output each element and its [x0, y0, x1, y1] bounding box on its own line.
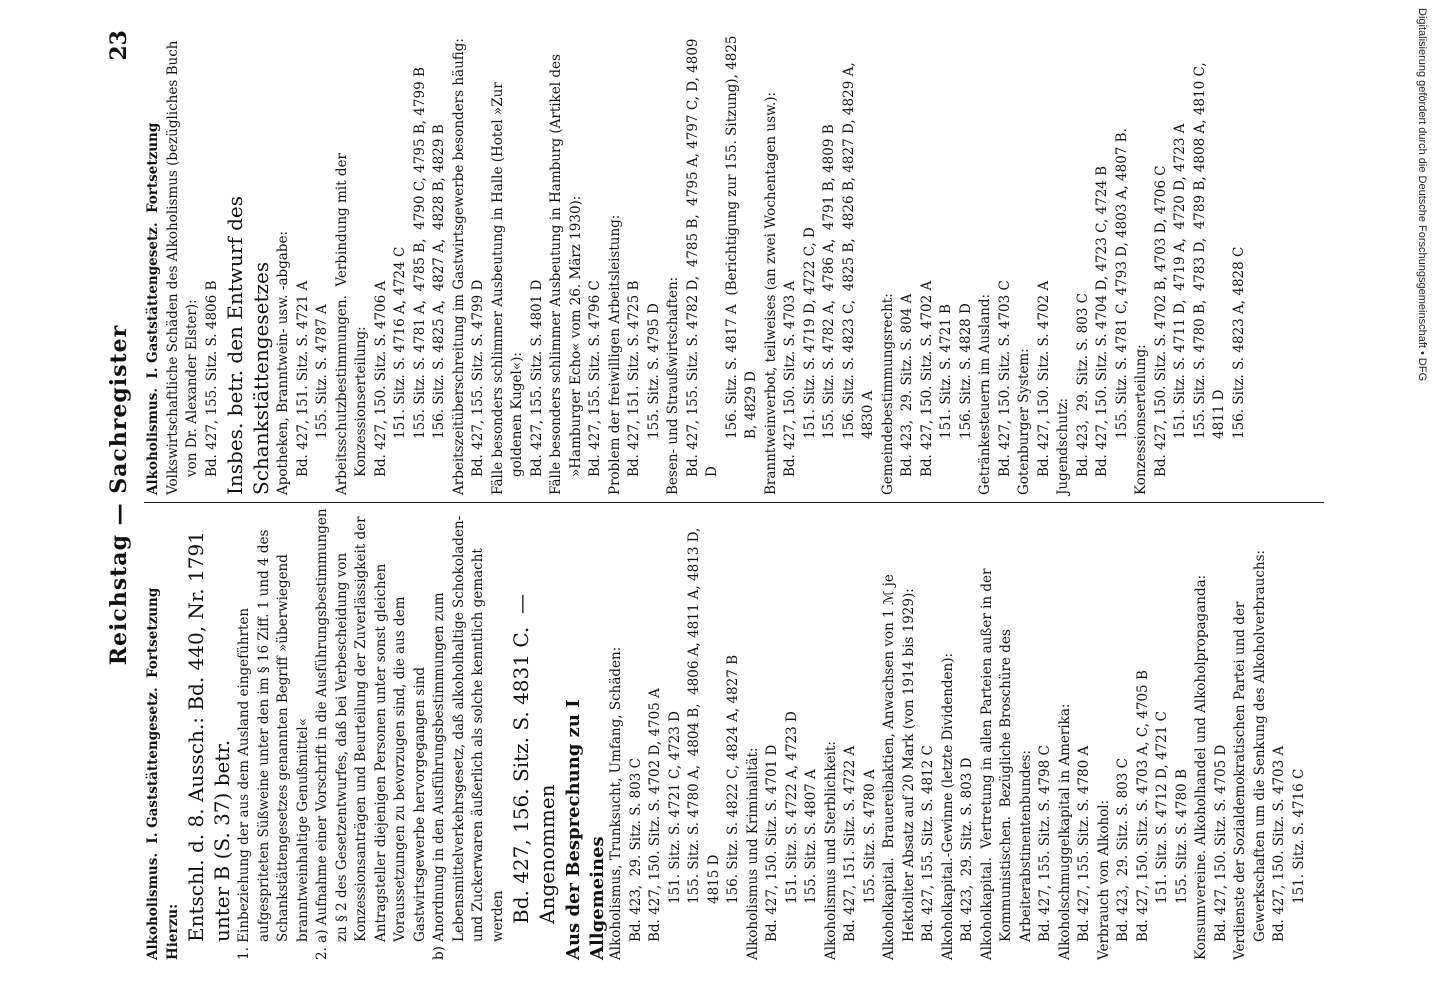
index-entry: Bd. 427, 151. Sitz. S. 4722 A [842, 745, 858, 942]
index-entry: 155. Sitz. S. 4782 A, 4786 A, 4791 B, 4809 B [821, 124, 837, 439]
index-entry: Bd. 427, 155. Sitz. S. 4798 C [1037, 745, 1053, 942]
index-entry: Verbrauch von Alkohol: [1095, 799, 1112, 960]
index-entry: 156. Sitz. S. 4825 A, 4827 A, 4828 B, 4829 B [431, 124, 447, 439]
index-entry: Bd. 423, 29. Sitz. S. 803 C [1074, 293, 1091, 477]
index-entry: 151. Sitz. S. 4721 C, 4723 D [666, 711, 683, 904]
index-entry: Bd. 427, 150. Sitz. S. 4703 A, C, 4705 B [1134, 670, 1151, 942]
index-entry: Alkoholismus und Sterblichkeit: [822, 741, 839, 960]
index-entry: Bd. 427, 155. Sitz. S. 4812 C [920, 745, 936, 942]
left-column [144, 505, 1309, 960]
index-entry: 156. Sitz. S. 4822 C, 4824 A, 4827 B [725, 654, 741, 904]
index-entry: Alkoholkapital. Brauereibaktien, Anwachsen von 1 ℳ je Hektoliter Absatz auf 20 Mark (von 1914 bis 1929): [881, 569, 917, 960]
index-entry: Bd. 427, 150. Sitz. S. 4706 A [372, 280, 389, 477]
index-entry: Bd. 427, 150. Sitz. S. 4703 A [782, 280, 798, 477]
index-entry: 156. Sitz. S. 4823 C, 4825 B, 4826 B, 4827 D, 4829 A, 4830 A [840, 58, 876, 439]
index-entry: Alkoholkapital.-Gewinne (letzte Dividenden): [939, 652, 956, 960]
index-entry: Bd. 427, 155. Sitz. S. 4796 C [587, 280, 603, 477]
index-entry: Bd. 427, 155. Sitz. S. 4780 A [1076, 745, 1092, 942]
running-head [100, 30, 140, 960]
index-entry: 155. Sitz. S. 4781 C, 4793 D, 4803 A, 4807 B. [1113, 128, 1130, 439]
index-entry: Fälle besonders schlimmer Ausbeutung in Halle (Hotel »Zur goldenen Kugel«): [489, 77, 525, 495]
index-entry: Bd. 427, 155. Sitz. S. 4806 B [203, 280, 220, 477]
index-entry: Bd. 427, 151. Sitz. S. 4725 B [626, 280, 642, 477]
index-entry: Alkoholkapital. Vertretung in allen Parteien außer in der Kommunistischen. Bezügliche Broschüre des Arbeiterabstinentenbundes: [978, 564, 1034, 960]
digitization-credit-text: Digitalisierung gefördert durch die Deutsche Forschungsgemeinschaft • DFG [1416, 8, 1428, 382]
index-entry: 155. Sitz. S. 4781 A, 4785 B, 4790 C, 4795 B, 4799 B [411, 67, 428, 439]
index-entry: Arbeitsschutzbestimmungen. Verbindung mit der Konzessionserteilung: [333, 148, 369, 495]
index-entry: 151. Sitz. S. 4716 A, 4724 C [392, 246, 408, 439]
index-entry: 156. Sitz. S. 4823 A, 4828 C [1230, 246, 1247, 439]
index-entry: Branntweinverbot, teilweises (an zwei Wochentagen usw.): [762, 91, 779, 495]
index-entry: 151. Sitz. S. 4711 D, 4719 A, 4720 D, 4723 A [1172, 123, 1188, 439]
index-entry: Bd. 427, 150. Sitz. S. 4702 D, 4705 A [647, 688, 663, 942]
index-entry: Alkoholismus und Kriminalität: [744, 747, 761, 960]
index-entry: Alkoholismus, Trunksucht, Umfang, Schäden: [608, 646, 624, 960]
index-entry: Insbes. betr. den Entwurf des Schankstättengesetzes [223, 189, 273, 495]
index-entry: 1. Einbeziehung der aus dem Ausland eingeführten aufgespriteten Süßweine unter den im § 16 Ziff. 1 und 4 des Schankstättengesetzes genannten Begriff »überwiegend branntweinhaltige Genußmittel« [236, 525, 311, 960]
index-entry: Bd. 423, 29. Sitz. S. 803 C [1115, 758, 1131, 942]
index-entry: 155. Sitz. S. 4780 A, 4804 B, 4806 A, 4811 A, 4813 D, 4815 D [686, 523, 722, 904]
index-entry: Gotenburger System: [1016, 348, 1032, 495]
index-entry: 151. Sitz. S. 4712 D, 4721 C [1154, 711, 1170, 904]
index-entry: Volkswirtschaftliche Schäden des Alkoholismus (bezügliches Buch von Dr. Alexander Elster): [164, 36, 200, 495]
index-entry: Bd. 427, 150. Sitz. S. 4705 D [1212, 744, 1229, 942]
index-entry: Bd. 427, 150. Sitz. S. 4702 B, 4703 D, 4706 C [1152, 165, 1169, 477]
index-entry: b) Anordnung in den Ausführungsbestimmungen zum Lebensmittelverkehrsgesetz, daß alkoholhaltige Schokoladen- und Zuckerwaren äußerlich als solche kenntlich gemacht werden [431, 511, 506, 960]
index-entry: 156. Sitz. S. 4817 A (Berichtigung zur 155. Sitzung), 4825 B, 4829 D [723, 31, 759, 439]
index-entry: Bd. 423, 29. Sitz. S. 804 A [899, 293, 915, 477]
running-head-title: Reichstag — Sachregister [106, 324, 132, 666]
index-entry: 155. Sitz. S. 4807 A [803, 769, 819, 904]
index-entry: Problem der freiwilligen Arbeitsleistung: [606, 214, 623, 495]
index-entry: Bd. 427, 150. Sitz. S. 4703 C [996, 280, 1013, 477]
index-entry: Alkoholschmuggelkapital in Amerika: [1056, 703, 1073, 960]
index-entry: Allgemeines [586, 836, 608, 960]
index-entry: Hierzu: [164, 903, 181, 960]
index-entry: Getränkesteuern im Ausland: [977, 293, 993, 495]
index-entry: Bd. 427, 150. Sitz. S. 4703 A [1271, 745, 1287, 942]
index-entry: Bd. 423, 29. Sitz. S. 803 C [627, 758, 644, 942]
index-entry: Aus der Besprechung zu I [563, 699, 584, 960]
index-entry: Bd. 427, 150. Sitz. S. 4704 D, 4723 C, 4724 B [1094, 165, 1110, 477]
index-entry: Verdienste der Sozialdemokratischen Partei und der Gewerkschaften um die Senkung des Alkoholverbrauchs: [1232, 549, 1268, 960]
index-entry: 2. a) Aufnahme einer Vorschrift in die Ausführungsbestimmungen zu § 2 des Gesetzentwurfes, daß bei Verbescheidung von Konzessionsanträgen und Beurteilung der Zuverlässigkeit der Antragsteller diejenigen Personen unter sonst gleichen Voraussetzungen zu bevorzugen sind, die aus dem Gastwirtsgewerbe hervorgegangen sind [314, 504, 428, 960]
index-entry: Alkoholismus. I. Gaststättengesetz. Fortsetzung [145, 587, 161, 960]
index-entry: Apotheken, Branntwein- usw. -abgabe: [275, 230, 291, 495]
right-column [144, 25, 1249, 495]
index-entry: Arbeitszeitüberschreitung im Gastwirtsgewerbe besonders häufig: [450, 38, 467, 495]
index-entry: Bd. 427, 150. Sitz. S. 4701 D [764, 744, 780, 942]
column-divider [144, 502, 1324, 503]
index-entry: Konsumvereine. Alkoholhandel und Alkoholpropaganda: [1193, 574, 1209, 960]
index-entry: 151. Sitz. S. 4721 B [938, 304, 954, 439]
index-entry: 151. Sitz. S. 4716 C [1290, 768, 1307, 904]
index-entry: 155. Sitz. S. 4787 A [314, 304, 330, 439]
page-number: 23 [106, 30, 132, 61]
index-entry: 155. Sitz. S. 4780 A [861, 769, 878, 904]
index-entry: Bd. 427, 151. Sitz. S. 4721 A [294, 280, 311, 477]
rotated-page [100, 0, 1320, 1000]
index-entry: 151. Sitz. S. 4719 D, 4722 C, D [801, 227, 818, 439]
index-entry: Gemeindebestimmungsrecht: [879, 293, 896, 495]
index-entry: Bd. 427, 155. Sitz. S. 4799 D [470, 279, 486, 477]
index-entry: Fälle besonders schlimmer Ausbeutung in Hamburg (Artikel des »Hamburger Echo« vom 26. März 1930): [548, 49, 584, 495]
index-entry: Bd. 423, 29. Sitz. S. 803 D [959, 757, 975, 942]
index-entry: 155. Sitz. S. 4795 D [645, 303, 662, 439]
index-entry: Alkoholismus. I. Gaststättengesetz. Fortsetzung [145, 122, 161, 495]
index-entry: Bd. 427, 150. Sitz. S. 4702 A [918, 280, 935, 477]
index-entry: Bd. 427, 155. Sitz. S. 4782 D, 4785 B, 4795 A, 4797 C, D, 4809 D [684, 34, 720, 477]
index-entry: Konzessionserteilung: [1133, 344, 1149, 495]
index-entry: 155. Sitz. S. 4780 B [1173, 769, 1190, 904]
index-entry: Bd. 427, 150. Sitz. S. 4702 A [1035, 280, 1052, 477]
index-entry: 155. Sitz. S. 4780 B, 4783 D, 4789 B, 4808 A, 4810 C, 4811 D [1191, 58, 1227, 439]
index-entry: Bd. 427, 156. Sitz. S. 4831 C. — Angenommen [509, 581, 559, 924]
index-entry: Besen- und Straußwirtschaften: [665, 276, 681, 495]
index-entry: 151. Sitz. S. 4722 A, 4723 D [783, 711, 800, 904]
index-entry: Jugendschutz: [1055, 397, 1071, 495]
digitization-credit [1414, 8, 1428, 992]
index-entry: Bd. 427, 155. Sitz. S. 4801 D [528, 279, 545, 477]
index-entry: 156. Sitz. S. 4828 D [957, 303, 974, 439]
index-entry: Entschl. d. 8. Aussch.: Bd. 440, Nr. 1791 unter B (S. 37) betr. [184, 524, 234, 942]
